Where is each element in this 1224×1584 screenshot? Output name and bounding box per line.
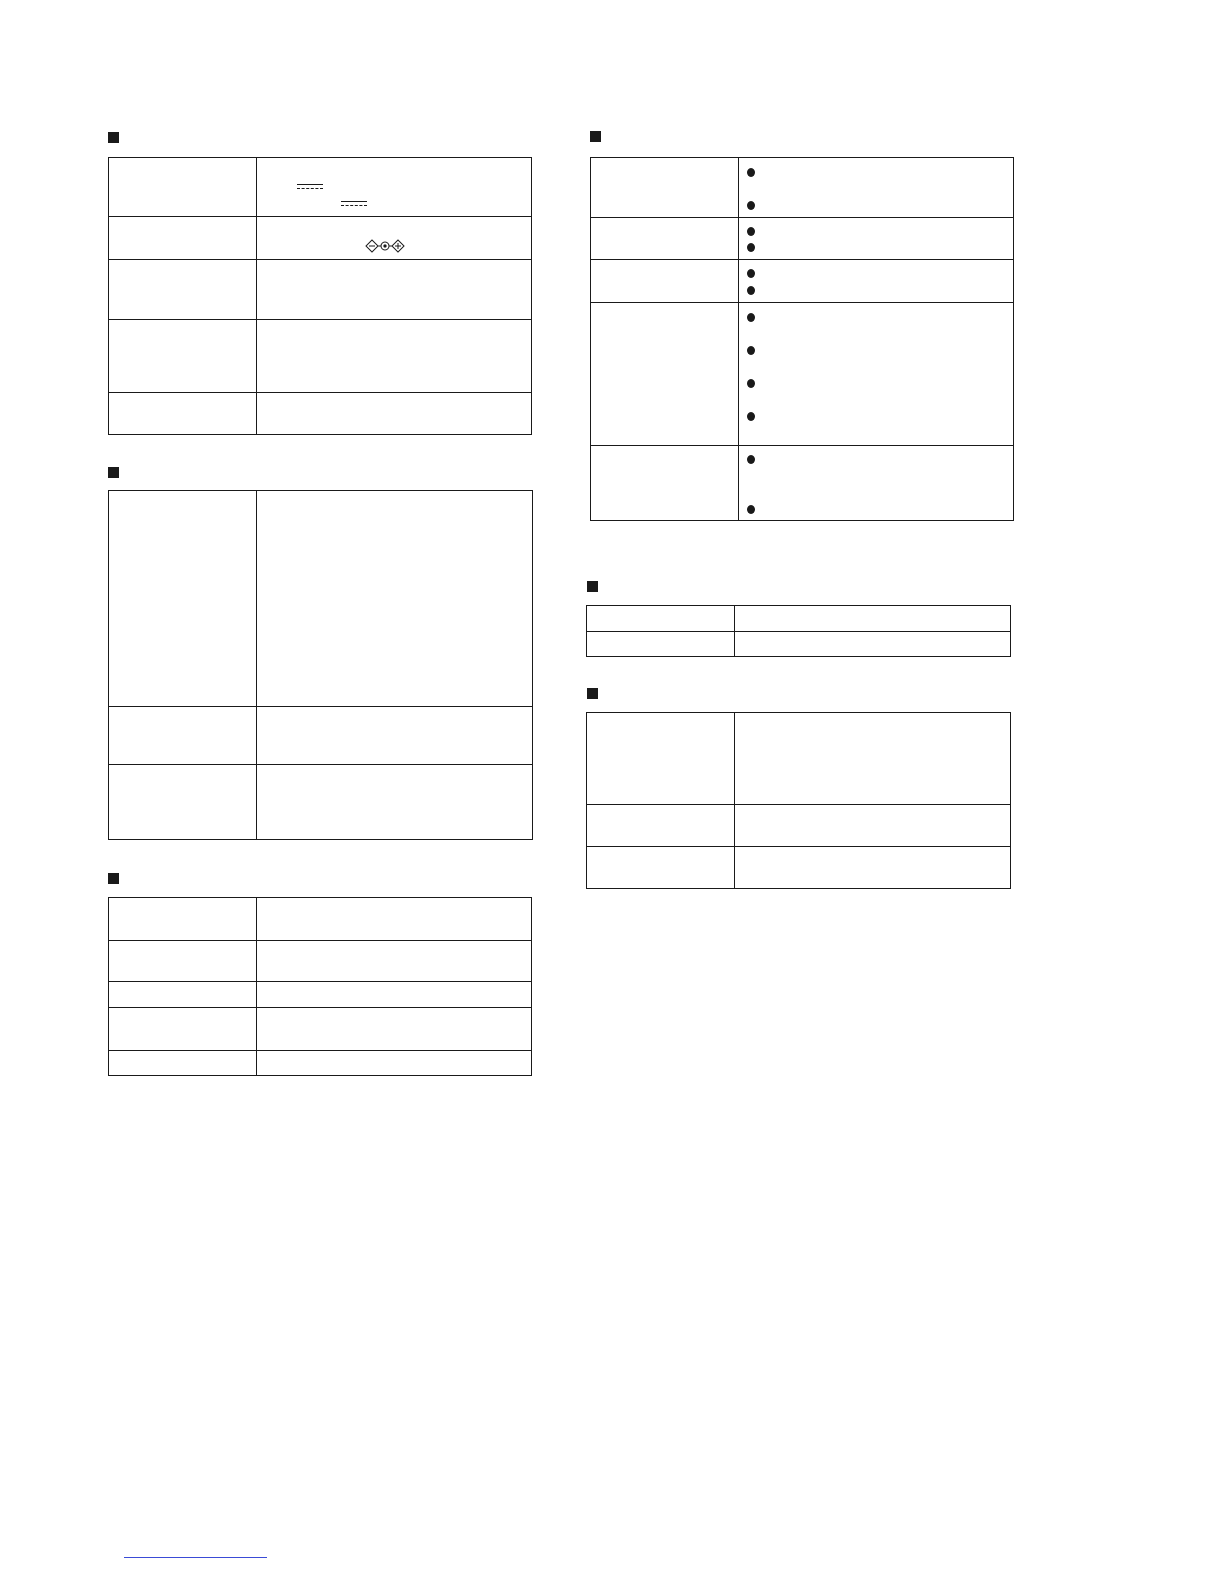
spec-table-6-label-cell (587, 713, 735, 805)
spec-table-3-label-cell (109, 1008, 257, 1051)
dc-symbol-icon (297, 184, 323, 190)
dc-symbol-icon (341, 201, 367, 207)
spec-table-4-label-cell (591, 446, 739, 521)
spec-table-4-label-cell (591, 158, 739, 218)
spec-table-3-value-cell (257, 1051, 532, 1076)
spec-table-2-label-cell (109, 765, 257, 840)
spec-table-4-value-cell (739, 446, 1014, 521)
bullet-icon (747, 379, 755, 388)
bullet-icon (747, 455, 755, 464)
spec-table-3-value-cell (257, 941, 532, 982)
spec-table-4-value-cell (739, 218, 1014, 260)
spec-table-3-label-cell (109, 982, 257, 1008)
spec-table-3 (108, 897, 532, 1076)
spec-table-5-value-cell (735, 606, 1011, 632)
spec-table-4-value-cell (739, 158, 1014, 218)
spec-table-2-value-cell (257, 491, 533, 707)
spec-table-4-label-cell (591, 260, 739, 303)
spec-table-2-value-cell (257, 765, 533, 840)
spec-table-5-label-cell (587, 632, 735, 657)
section-marker-5 (587, 581, 598, 592)
spec-table-2-label-cell (109, 491, 257, 707)
spec-table-4-value-cell (739, 303, 1014, 446)
spec-table-1-label-cell (109, 217, 257, 260)
bullet-icon (747, 505, 755, 514)
spec-table-6-value-cell (735, 713, 1011, 805)
spec-table-6-value-cell (735, 805, 1011, 847)
section-marker-2 (108, 467, 119, 478)
spec-table-5 (586, 605, 1011, 657)
bullet-icon (747, 286, 755, 295)
spec-table-1-label-cell (109, 320, 257, 393)
bullet-icon (747, 227, 755, 236)
spec-table-2-value-cell (257, 707, 533, 765)
spec-table-1-value-cell (257, 320, 532, 393)
spec-table-3-value-cell (257, 1008, 532, 1051)
spec-table-6-label-cell (587, 805, 735, 847)
spec-table-6-label-cell (587, 847, 735, 889)
bullet-icon (747, 168, 755, 177)
spec-table-1-value-cell (257, 260, 532, 320)
section-marker-6 (587, 688, 598, 699)
polarity-symbol-icon (365, 239, 405, 253)
bullet-icon (747, 243, 755, 252)
spec-table-1-value-cell (257, 217, 532, 260)
spec-table-4 (590, 157, 1014, 521)
spec-table-3-label-cell (109, 1051, 257, 1076)
spec-table-5-label-cell (587, 606, 735, 632)
spec-table-1 (108, 157, 532, 435)
spec-table-1-label-cell (109, 393, 257, 435)
spec-table-2 (108, 490, 533, 840)
spec-table-1-label-cell (109, 260, 257, 320)
spec-table-6 (586, 712, 1011, 889)
spec-table-5-value-cell (735, 632, 1011, 657)
spec-table-1-value-cell (257, 158, 532, 217)
section-marker-4 (590, 131, 601, 142)
spec-table-2-label-cell (109, 707, 257, 765)
spec-table-4-label-cell (591, 218, 739, 260)
bullet-icon (747, 412, 755, 421)
spec-table-6-value-cell (735, 847, 1011, 889)
bullet-icon (747, 346, 755, 355)
section-marker-3 (108, 873, 119, 884)
bullet-icon (747, 269, 755, 278)
spec-table-3-value-cell (257, 982, 532, 1008)
spec-table-4-label-cell (591, 303, 739, 446)
spec-table-1-label-cell (109, 158, 257, 217)
spec-table-3-label-cell (109, 898, 257, 941)
section-marker-1 (108, 132, 119, 143)
bullet-icon (747, 201, 755, 210)
spec-table-1-value-cell (257, 393, 532, 435)
bullet-icon (747, 313, 755, 322)
footer-link-underline[interactable] (124, 1557, 267, 1558)
spec-table-4-value-cell (739, 260, 1014, 303)
spec-table-3-value-cell (257, 898, 532, 941)
spec-table-3-label-cell (109, 941, 257, 982)
